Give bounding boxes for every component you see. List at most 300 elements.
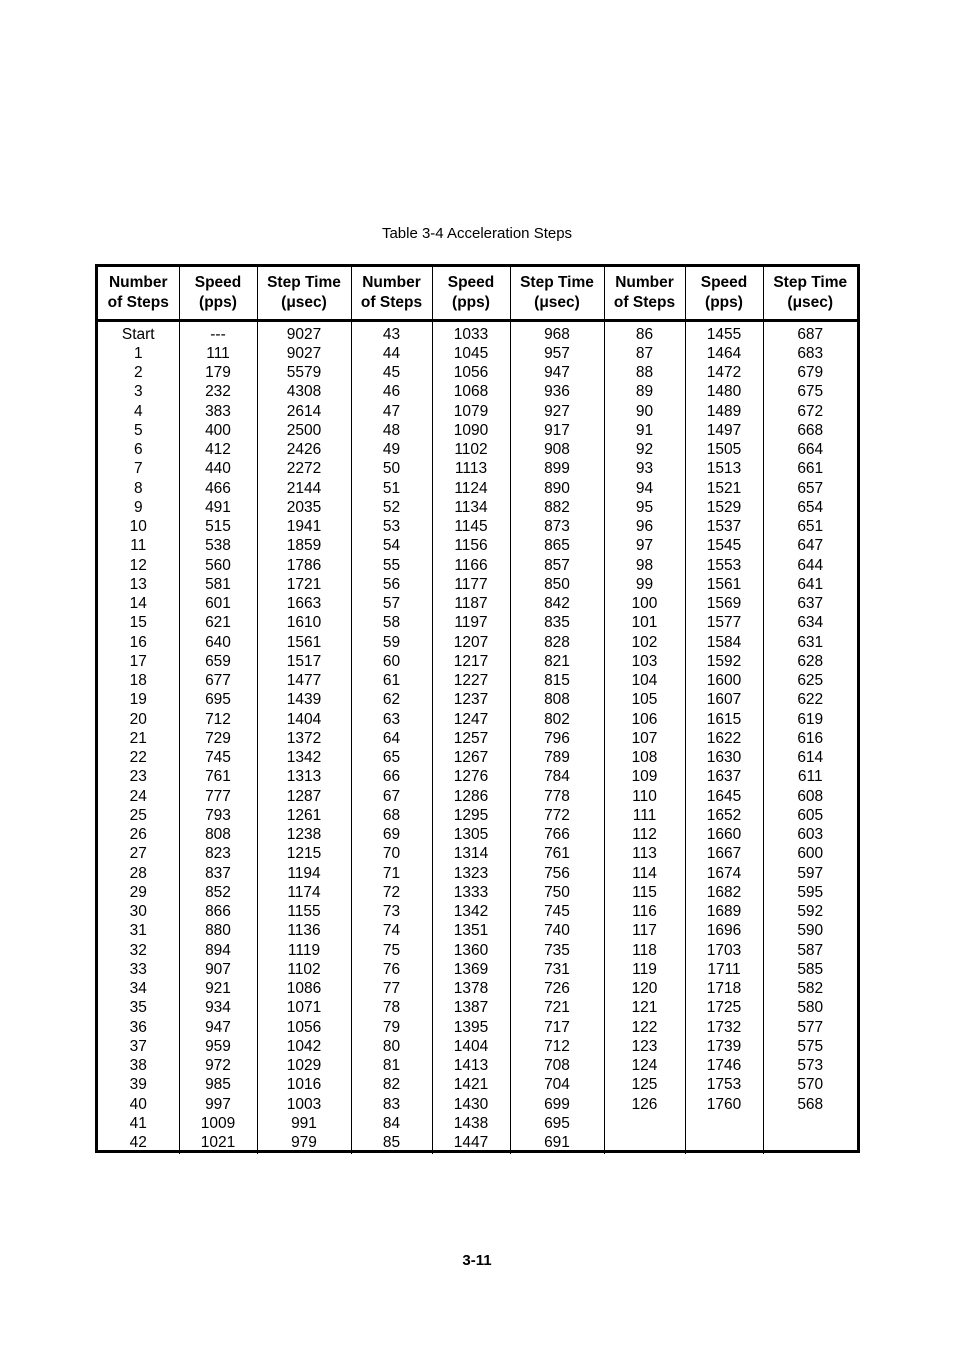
table-cell: 1102 [432, 440, 510, 459]
table-cell: 2272 [257, 459, 351, 478]
table-cell: 400 [179, 421, 257, 440]
table-cell: 1505 [685, 440, 763, 459]
table-cell: 1413 [432, 1056, 510, 1075]
table-row [98, 575, 857, 594]
column-header: Speed (pps) [685, 267, 763, 320]
table-cell: 668 [763, 421, 857, 440]
table-cell: 828 [510, 633, 604, 652]
table-cell: 726 [510, 979, 604, 998]
table-cell: 77 [351, 979, 432, 998]
table-cell: 64 [351, 729, 432, 748]
table-cell: 735 [510, 941, 604, 960]
table-cell: 1134 [432, 498, 510, 517]
table-cell [685, 1114, 763, 1133]
table-cell: 109 [604, 767, 685, 786]
table-cell: 750 [510, 883, 604, 902]
table-cell: 87 [604, 344, 685, 363]
table-cell: 590 [763, 921, 857, 940]
table-cell: 74 [351, 921, 432, 940]
table-cell: 815 [510, 671, 604, 690]
table-cell: 24 [129, 787, 147, 805]
table-cell: 616 [763, 729, 857, 748]
table-cell: 1342 [432, 902, 510, 921]
table-cell: 92 [604, 440, 685, 459]
table-cell: 47 [351, 402, 432, 421]
table-cell: 114 [604, 864, 685, 883]
table-row [98, 787, 857, 806]
table-row [98, 979, 857, 998]
table-row [98, 517, 857, 536]
table-cell: 640 [179, 633, 257, 652]
table-cell: 31 [129, 922, 147, 940]
table-cell: 1071 [257, 998, 351, 1017]
table-cell: 1395 [432, 1018, 510, 1037]
table-cell: 44 [351, 344, 432, 363]
table-cell: 1464 [685, 344, 763, 363]
table-cell: 68 [351, 806, 432, 825]
table-cell: 4308 [257, 382, 351, 401]
table-cell: 1372 [257, 729, 351, 748]
table-cell: 466 [179, 479, 257, 498]
table-cell: 573 [763, 1056, 857, 1075]
table-cell: 1295 [432, 806, 510, 825]
table-cell: 99 [604, 575, 685, 594]
table-cell: 12 [129, 556, 147, 574]
table-cell: 113 [604, 844, 685, 863]
table-cell: 605 [763, 806, 857, 825]
table-cell: 28 [129, 864, 147, 882]
table-cell: 2 [133, 364, 143, 381]
table-cell: 761 [179, 767, 257, 786]
table-cell: 947 [510, 363, 604, 382]
table-row [98, 671, 857, 690]
table-row [98, 729, 857, 748]
table-cell: 1194 [257, 864, 351, 883]
table-cell: 54 [351, 536, 432, 555]
table-cell: 1610 [257, 613, 351, 632]
table-cell: 675 [763, 382, 857, 401]
table-cell: 641 [763, 575, 857, 594]
table-cell: 45 [351, 363, 432, 382]
table-cell: 712 [179, 710, 257, 729]
table-cell: 659 [179, 652, 257, 671]
table-cell: 560 [179, 556, 257, 575]
table-cell: 38 [129, 1057, 147, 1074]
table-row [98, 1114, 857, 1133]
table-cell: 104 [604, 671, 685, 690]
table-cell: 603 [763, 825, 857, 844]
table-cell: 50 [351, 459, 432, 478]
table-cell: 637 [763, 594, 857, 613]
table-cell: 112 [604, 825, 685, 844]
table-cell: 6 [133, 441, 143, 458]
table-cell: 101 [604, 613, 685, 632]
table-cell: 1404 [257, 710, 351, 729]
table-cell: 1197 [432, 613, 510, 632]
table-cell: 125 [604, 1075, 685, 1094]
table-cell: 40 [129, 1095, 147, 1113]
table-cell: 1177 [432, 575, 510, 594]
table-row [98, 1095, 857, 1114]
table-cell: 94 [604, 479, 685, 498]
table-cell: 46 [351, 382, 432, 401]
table-body [98, 320, 857, 1154]
table-header-row [98, 267, 857, 320]
table-cell: 102 [604, 633, 685, 652]
table-cell: --- [179, 320, 257, 344]
table-cell: 1227 [432, 671, 510, 690]
table-cell: 1145 [432, 517, 510, 536]
table-cell: 14 [129, 595, 147, 612]
table-cell: 1739 [685, 1037, 763, 1056]
table-cell: 704 [510, 1075, 604, 1094]
table-cell: 934 [179, 998, 257, 1017]
table-cell: 1174 [257, 883, 351, 902]
table-cell: 808 [510, 690, 604, 709]
table-cell: 1387 [432, 998, 510, 1017]
table-row [98, 402, 857, 421]
table-cell: 56 [351, 575, 432, 594]
table-cell: 1682 [685, 883, 763, 902]
table-cell: 83 [351, 1095, 432, 1114]
table-row [98, 844, 857, 863]
table-cell: 1696 [685, 921, 763, 940]
page-number: 3-11 [462, 1252, 492, 1269]
table-cell: 1725 [685, 998, 763, 1017]
table-cell: 842 [510, 594, 604, 613]
table-row [98, 1056, 857, 1075]
table-cell: 873 [510, 517, 604, 536]
table-cell: 29 [129, 883, 147, 901]
table-cell: 1667 [685, 844, 763, 863]
table-cell: 936 [510, 382, 604, 401]
table-cell: 37 [129, 1037, 147, 1055]
table-cell: 75 [351, 941, 432, 960]
table-cell: 1472 [685, 363, 763, 382]
table-cell: 1187 [432, 594, 510, 613]
table-cell: 232 [179, 382, 257, 401]
table-cell: 1068 [432, 382, 510, 401]
table-cell: 96 [604, 517, 685, 536]
table-cell: 802 [510, 710, 604, 729]
acceleration-table-frame [95, 264, 860, 1153]
table-cell: 699 [510, 1095, 604, 1114]
table-cell: 1660 [685, 825, 763, 844]
table-cell: 1732 [685, 1018, 763, 1037]
table-cell: 628 [763, 652, 857, 671]
table-cell: 412 [179, 440, 257, 459]
table-cell: 23 [129, 768, 147, 786]
table-row [98, 536, 857, 555]
table-cell: 837 [179, 864, 257, 883]
table-cell: 882 [510, 498, 604, 517]
table-row [98, 556, 857, 575]
table-cell: 1674 [685, 864, 763, 883]
table-cell: 82 [351, 1075, 432, 1094]
table-cell: 622 [763, 690, 857, 709]
table-cell: 1746 [685, 1056, 763, 1075]
table-cell: 808 [179, 825, 257, 844]
table-cell: 857 [510, 556, 604, 575]
table-cell: 921 [179, 979, 257, 998]
table-cell: 1314 [432, 844, 510, 863]
table-cell: 49 [351, 440, 432, 459]
table-cell: 1021 [179, 1133, 257, 1154]
table-cell: 850 [510, 575, 604, 594]
table-cell: 1090 [432, 421, 510, 440]
table-row [98, 825, 857, 844]
table-cell: 625 [763, 671, 857, 690]
table-cell: 383 [179, 402, 257, 421]
table-cell: 73 [351, 902, 432, 921]
table-cell: 8 [133, 479, 143, 497]
table-row [98, 382, 857, 401]
table-cell: 36 [129, 1018, 147, 1036]
table-row [98, 344, 857, 363]
table-cell: 1652 [685, 806, 763, 825]
table-cell: 601 [179, 594, 257, 613]
table-cell: 647 [763, 536, 857, 555]
table-cell: 440 [179, 459, 257, 478]
table-cell: 1287 [257, 787, 351, 806]
table-cell: 32 [129, 941, 147, 959]
table-cell: 5579 [257, 363, 351, 382]
table-cell: 1124 [432, 479, 510, 498]
table-cell: 1238 [257, 825, 351, 844]
table-cell: 86 [604, 320, 685, 344]
table-cell: 731 [510, 960, 604, 979]
table-cell: 1513 [685, 459, 763, 478]
table-cell: 1497 [685, 421, 763, 440]
table-cell: 1033 [432, 320, 510, 344]
table-cell: 1247 [432, 710, 510, 729]
table-cell: 115 [604, 883, 685, 902]
table-cell: 119 [604, 960, 685, 979]
table-cell: 865 [510, 536, 604, 555]
table-cell: 679 [763, 363, 857, 382]
table-cell: 43 [351, 320, 432, 344]
table-row [98, 479, 857, 498]
table-cell: 1261 [257, 806, 351, 825]
table-cell: 657 [763, 479, 857, 498]
table-cell: 1941 [257, 517, 351, 536]
table-cell: 122 [604, 1018, 685, 1037]
table-cell: 600 [763, 844, 857, 863]
table-cell: 118 [604, 941, 685, 960]
table-cell: 2035 [257, 498, 351, 517]
table-row [98, 806, 857, 825]
table-cell: 823 [179, 844, 257, 863]
table-cell: 661 [763, 459, 857, 478]
table-cell: 1286 [432, 787, 510, 806]
table-cell: 1378 [432, 979, 510, 998]
table-row [98, 363, 857, 382]
table-cell: 577 [763, 1018, 857, 1037]
table-cell: 1600 [685, 671, 763, 690]
table-cell: 608 [763, 787, 857, 806]
table-cell: 1215 [257, 844, 351, 863]
table-cell: 97 [604, 536, 685, 555]
table-cell: 55 [351, 556, 432, 575]
table-cell: 570 [763, 1075, 857, 1094]
table-cell: 1615 [685, 710, 763, 729]
column-header: Number of Steps [351, 267, 432, 320]
table-row [98, 710, 857, 729]
table-cell: 117 [604, 921, 685, 940]
table-cell: 27 [129, 845, 147, 863]
table-cell: 1439 [257, 690, 351, 709]
table-row [98, 1133, 857, 1154]
table-cell: 1323 [432, 864, 510, 883]
table-cell: 1689 [685, 902, 763, 921]
table-cell: 106 [604, 710, 685, 729]
table-cell: 1438 [432, 1114, 510, 1133]
table-cell: 123 [604, 1037, 685, 1056]
table-cell: 1584 [685, 633, 763, 652]
table-cell: 796 [510, 729, 604, 748]
table-cell: 1760 [685, 1095, 763, 1114]
table-row [98, 941, 857, 960]
table-cell: 717 [510, 1018, 604, 1037]
table-cell: 80 [351, 1037, 432, 1056]
table-cell: 89 [604, 382, 685, 401]
table-cell: 1086 [257, 979, 351, 998]
table-cell: 644 [763, 556, 857, 575]
table-cell: 621 [179, 613, 257, 632]
table-cell: 67 [351, 787, 432, 806]
table-cell: 1369 [432, 960, 510, 979]
table-cell: 729 [179, 729, 257, 748]
table-cell: 784 [510, 767, 604, 786]
table-cell: 52 [351, 498, 432, 517]
table-row [98, 748, 857, 767]
table-cell: 95 [604, 498, 685, 517]
table-cell: 1645 [685, 787, 763, 806]
table-cell: 1553 [685, 556, 763, 575]
table-cell: 98 [604, 556, 685, 575]
table-row [98, 320, 857, 344]
table-cell: 111 [179, 344, 257, 363]
table-cell: 619 [763, 710, 857, 729]
table-cell: 1421 [432, 1075, 510, 1094]
table-row [98, 921, 857, 940]
table-cell: 1276 [432, 767, 510, 786]
table-cell: 103 [604, 652, 685, 671]
table-cell: 789 [510, 748, 604, 767]
table-cell: 1753 [685, 1075, 763, 1094]
table-cell: 3 [133, 383, 143, 401]
table-cell: 1517 [257, 652, 351, 671]
table-row [98, 498, 857, 517]
table-row [98, 767, 857, 786]
table-cell: 1404 [432, 1037, 510, 1056]
column-header: Speed (pps) [179, 267, 257, 320]
table-cell: 595 [763, 883, 857, 902]
table-cell: 1207 [432, 633, 510, 652]
table-row [98, 1018, 857, 1037]
table-cell: 120 [604, 979, 685, 998]
table-cell: 41 [129, 1114, 147, 1132]
table-cell: 1102 [257, 960, 351, 979]
table-cell: 1480 [685, 382, 763, 401]
table-cell: 9027 [257, 320, 351, 344]
table-cell: 1718 [685, 979, 763, 998]
table-cell: 72 [351, 883, 432, 902]
table-cell: 2500 [257, 421, 351, 440]
table-cell: 57 [351, 594, 432, 613]
table-cell: 179 [179, 363, 257, 382]
acceleration-steps-table [98, 267, 857, 1154]
table-cell [604, 1133, 685, 1154]
column-header: Number of Steps [98, 267, 179, 320]
table-cell: 1703 [685, 941, 763, 960]
table-cell: 1003 [257, 1095, 351, 1114]
table-cell: 1569 [685, 594, 763, 613]
table-cell: 21 [129, 729, 147, 747]
table-cell: 19 [129, 691, 147, 709]
table-row [98, 652, 857, 671]
table-cell: 538 [179, 536, 257, 555]
table-row [98, 998, 857, 1017]
table-cell: 116 [604, 902, 685, 921]
table-row [98, 633, 857, 652]
table-cell: 1607 [685, 690, 763, 709]
table-cell: 1156 [432, 536, 510, 555]
table-cell: 85 [351, 1133, 432, 1154]
table-cell: 70 [351, 844, 432, 863]
table-cell: 39 [129, 1076, 147, 1094]
table-cell: 4 [133, 402, 143, 420]
table-cell: 777 [179, 787, 257, 806]
table-cell: 1592 [685, 652, 763, 671]
table-cell: 1136 [257, 921, 351, 940]
table-cell: 597 [763, 864, 857, 883]
table-cell: 93 [604, 459, 685, 478]
table-cell: 1663 [257, 594, 351, 613]
table-cell: 1630 [685, 748, 763, 767]
table-cell: 1 [133, 344, 143, 362]
table-cell: 1305 [432, 825, 510, 844]
table-cell: 25 [129, 806, 147, 824]
table-cell: 1477 [257, 671, 351, 690]
table-cell: 972 [179, 1056, 257, 1075]
table-cell: 107 [604, 729, 685, 748]
table-cell: 683 [763, 344, 857, 363]
table-cell: 48 [351, 421, 432, 440]
table-cell: 979 [257, 1133, 351, 1154]
table-cell: 1637 [685, 767, 763, 786]
table-cell: 1786 [257, 556, 351, 575]
table-cell: 581 [179, 575, 257, 594]
table-cell: 2614 [257, 402, 351, 421]
table-cell: 880 [179, 921, 257, 940]
table-cell: 7 [133, 460, 143, 478]
table-cell: 651 [763, 517, 857, 536]
table-cell: 35 [129, 999, 147, 1017]
table-cell: 65 [351, 748, 432, 767]
column-header: Number of Steps [604, 267, 685, 320]
table-cell: 2426 [257, 440, 351, 459]
table-cell: 78 [351, 998, 432, 1017]
table-row [98, 864, 857, 883]
table-cell: 2144 [257, 479, 351, 498]
table-cell: 5 [133, 421, 143, 439]
table-cell: 947 [179, 1018, 257, 1037]
table-cell: 26 [129, 826, 147, 843]
table-cell: 695 [510, 1114, 604, 1133]
table-cell: 69 [351, 825, 432, 844]
table-cell: 793 [179, 806, 257, 825]
